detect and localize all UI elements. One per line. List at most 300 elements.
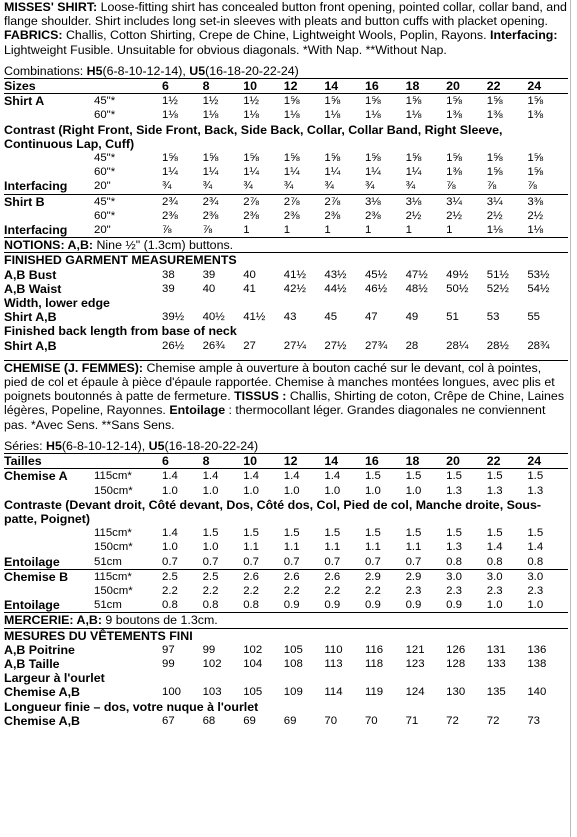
- description-text: : thermocollant léger. Grandes diagonales ne conviennent pas. *Avec Sens. **Sans Sens.: [4, 403, 546, 432]
- table-cell: 1: [243, 224, 250, 237]
- table-cell: ⅞: [446, 180, 456, 193]
- measurements-heading: MESURES DU VÊTEMENTS FINI: [4, 628, 568, 643]
- description-paragraph: [4, 0, 568, 57]
- table-cell: 27½: [324, 339, 347, 352]
- table-row: [4, 540, 568, 554]
- sizes-label: Tailles: [4, 454, 162, 469]
- row-label: [4, 540, 94, 554]
- table-row: [4, 209, 568, 223]
- table-cell: 39: [162, 282, 175, 295]
- table-cell: 1½: [202, 95, 219, 108]
- table-cell: 40: [202, 282, 216, 295]
- section-spacer: [4, 353, 568, 360]
- combination-combo-u5-code: U5: [148, 438, 165, 453]
- combinations-line: [4, 64, 568, 78]
- table-cell: 1⅝: [527, 166, 544, 179]
- description-text: Loose-fitting shirt has concealed button front opening, pointed collar, collar band, and flange shoulder. Shirt includes long set-in sleeves with pleats and button cuffs with placket opening.: [4, 0, 567, 29]
- table-cell: 0.9: [283, 599, 300, 612]
- row-label: A,B Waist: [4, 281, 62, 296]
- table-row: [4, 657, 568, 671]
- table-cell: 1⅝: [364, 152, 381, 165]
- table-cell: ⅞: [202, 224, 213, 237]
- subheading-row: [4, 324, 568, 338]
- table-cell: 1⅝: [446, 152, 462, 165]
- table-cell: 1.1: [283, 541, 300, 554]
- table-cell: 1.0: [202, 484, 219, 497]
- table-cell: 2⅜: [283, 209, 300, 222]
- table-cell: 1.5: [527, 527, 544, 540]
- table-cell: 1.0: [202, 541, 219, 554]
- table-cell: 130: [446, 686, 466, 699]
- table-row: [4, 268, 568, 282]
- table-cell: 126: [446, 643, 466, 656]
- table-cell: 1.5: [446, 527, 462, 540]
- table-cell: 1¼: [162, 166, 178, 179]
- subheading: Contraste (Devant droit, Côté devant, Dos, Côté dos, Col, Pied de col, Manche droite, Sous-patte, Poignet): [4, 497, 541, 526]
- table-cell: 1½: [243, 95, 260, 108]
- combination-combo-u5-range: (16-18-20-22-24): [164, 438, 259, 453]
- table-cell: 41: [243, 282, 256, 295]
- row-label: Chemise B: [4, 569, 94, 584]
- table-cell: 1⅜: [446, 166, 462, 179]
- row-label: Entoilage: [4, 598, 60, 613]
- table-cell: 72: [486, 714, 500, 727]
- table-cell: 52½: [486, 282, 509, 295]
- table-cell: 28¼: [446, 339, 469, 352]
- table-cell: 28½: [486, 339, 509, 352]
- table-cell: 50½: [446, 282, 469, 295]
- row-label: A,B Bust: [4, 267, 57, 282]
- table-cell: 70: [364, 714, 378, 727]
- table-row: [4, 569, 568, 584]
- row-label: Chemise A: [4, 469, 68, 484]
- table-cell: 0.7: [243, 555, 260, 568]
- table-cell: 3.0: [527, 569, 568, 584]
- description-heading: FABRICS:: [4, 28, 63, 43]
- size-header: 24: [527, 454, 568, 469]
- table-row: [4, 714, 568, 728]
- size-header: 14: [324, 454, 365, 469]
- table-cell: 0.8: [527, 555, 544, 568]
- table-cell: 1.4: [324, 470, 341, 483]
- size-header: 8: [203, 454, 244, 469]
- table-row: [4, 310, 568, 324]
- table-cell: 2.6: [243, 569, 284, 584]
- table-row: [4, 108, 568, 122]
- subheading-row: [4, 296, 568, 310]
- row-label: Shirt B: [4, 194, 94, 209]
- table-cell: 140: [527, 686, 547, 699]
- table-cell: 69: [243, 714, 256, 727]
- table-row: [4, 282, 568, 296]
- row-label: Chemise A,B: [4, 685, 80, 700]
- table-row: [4, 194, 568, 209]
- table-cell: 0.8: [446, 555, 462, 568]
- table-cell: 46½: [364, 282, 388, 295]
- size-header: 18: [406, 79, 447, 94]
- table-cell: ¾: [324, 180, 334, 193]
- table-cell: 1.5: [364, 470, 381, 483]
- table-cell: 2½: [486, 209, 503, 222]
- table-cell: 72: [446, 714, 459, 727]
- notions: [4, 613, 568, 628]
- yardage-table: [4, 78, 568, 353]
- combination-combo-u5-code: U5: [189, 63, 206, 78]
- table-cell: 38: [162, 268, 175, 281]
- table-row: [4, 179, 568, 194]
- table-cell: 1⅝: [243, 152, 260, 165]
- table-cell: 123: [405, 657, 425, 670]
- notions-heading: NOTIONS: A,B:: [4, 238, 94, 253]
- table-cell: 1.0: [162, 541, 178, 554]
- table-cell: 105: [243, 686, 263, 699]
- table-cell: 1.0: [324, 484, 341, 497]
- size-header: 12: [284, 454, 325, 469]
- size-header: 16: [365, 79, 406, 94]
- fabric-width: 20": [94, 224, 111, 237]
- table-cell: 2.2: [324, 584, 341, 597]
- subheading: Contrast (Right Front, Side Front, Back, Side Back, Collar, Collar Band, Right Sleeve, Continuous Lap, Cuff): [4, 122, 503, 151]
- table-cell: 1: [446, 224, 453, 237]
- table-cell: 1¼: [405, 166, 422, 179]
- table-cell: 69: [283, 714, 297, 727]
- table-cell: 133: [486, 657, 506, 670]
- table-cell: 0.8: [486, 555, 503, 568]
- table-cell: 1⅛: [364, 109, 381, 122]
- fabric-width: 115cm*: [94, 569, 162, 584]
- yardage-table: [4, 453, 568, 728]
- table-cell: 40½: [202, 311, 225, 324]
- sizes-header-row: [4, 79, 568, 94]
- table-cell: 1.3: [446, 484, 462, 497]
- table-cell: 1¼: [202, 166, 219, 179]
- table-cell: 1.5: [405, 527, 422, 540]
- table-cell: 1.3: [486, 484, 503, 497]
- row-label: Shirt A: [4, 94, 45, 109]
- combination-combo-h5-range: (6-8-10-12-14),: [61, 438, 149, 453]
- table-cell: ⅞: [486, 180, 497, 193]
- table-cell: 2½: [446, 209, 462, 222]
- table-cell: 41½: [243, 311, 266, 324]
- table-cell: 2⅜: [324, 209, 341, 222]
- table-cell: 0.7: [202, 555, 219, 568]
- table-cell: ¾: [202, 180, 213, 193]
- row-label: A,B Taille: [4, 656, 60, 671]
- english-section: [4, 0, 568, 353]
- notions-text: 9 boutons de 1.3cm.: [101, 613, 218, 628]
- table-cell: 1.4: [283, 470, 300, 483]
- table-cell: 54½: [527, 282, 550, 295]
- measurements-heading-row: [4, 253, 568, 268]
- table-cell: 1⅜: [486, 109, 503, 122]
- table-row: [4, 584, 568, 598]
- table-cell: 99: [162, 657, 175, 670]
- table-cell: 70: [324, 714, 338, 727]
- table-cell: 2½: [527, 209, 544, 222]
- table-cell: 109: [283, 686, 303, 699]
- table-cell: 105: [283, 643, 303, 656]
- table-cell: 0.9: [446, 599, 462, 612]
- table-cell: 67: [162, 714, 175, 727]
- table-cell: 1.0: [283, 484, 300, 497]
- table-cell: 97: [162, 643, 175, 656]
- table-cell: 1.5: [405, 470, 422, 483]
- table-cell: 1.5: [527, 470, 544, 483]
- table-cell: 1.5: [446, 470, 462, 483]
- notions-text: Nine ½" (1.3cm) buttons.: [93, 238, 234, 253]
- size-header: 6: [162, 79, 203, 94]
- table-cell: 53½: [527, 268, 550, 281]
- table-cell: 1.0: [162, 484, 178, 497]
- table-row: [4, 339, 568, 353]
- subheading: Largeur à l'ourlet: [4, 671, 105, 686]
- sizes-label: Sizes: [4, 79, 162, 94]
- notions-row: [4, 613, 568, 628]
- fabric-width: 51cm: [94, 555, 122, 568]
- combinations-line: [4, 439, 568, 453]
- table-cell: 2⅜: [364, 209, 381, 222]
- table-cell: 1¼: [243, 166, 260, 179]
- french-section: [4, 360, 568, 728]
- table-cell: 2.5: [162, 569, 203, 584]
- table-cell: 110: [324, 643, 343, 656]
- fabric-width: 115cm*: [94, 470, 132, 483]
- table-cell: 1.1: [324, 541, 341, 554]
- table-cell: 3⅜: [527, 194, 568, 209]
- table-cell: 1: [283, 224, 291, 237]
- table-cell: 2.6: [284, 569, 325, 584]
- table-cell: ¾: [283, 180, 294, 193]
- table-cell: 39: [202, 268, 216, 281]
- table-cell: 1⅛: [486, 224, 503, 237]
- table-row: [4, 598, 568, 613]
- table-cell: 1½: [162, 95, 178, 108]
- subheading-row: [4, 700, 568, 714]
- table-cell: 116: [364, 643, 384, 656]
- table-cell: 73: [527, 714, 541, 727]
- table-cell: 1⅝: [364, 95, 381, 108]
- size-header: 10: [243, 79, 284, 94]
- table-cell: 55: [527, 311, 541, 324]
- table-cell: 2¾: [203, 194, 244, 209]
- description-heading: :: [282, 389, 287, 404]
- row-label: Interfacing: [4, 179, 68, 194]
- table-cell: 1⅜: [527, 109, 544, 122]
- table-cell: 2.3: [486, 584, 503, 597]
- table-cell: 136: [527, 643, 547, 656]
- table-cell: 1⅝: [486, 95, 503, 108]
- row-label: Chemise A,B: [4, 713, 80, 728]
- table-cell: 108: [283, 657, 303, 670]
- table-cell: 138: [527, 657, 547, 670]
- row-label: [4, 484, 94, 498]
- fabric-width: 60"*: [94, 209, 116, 222]
- table-cell: 102: [243, 643, 263, 656]
- table-cell: 0.7: [364, 555, 381, 568]
- table-cell: 0.7: [324, 555, 341, 568]
- table-cell: 1: [405, 224, 412, 237]
- table-cell: 1¼: [324, 166, 341, 179]
- table-cell: 104: [243, 657, 263, 670]
- size-header: 22: [487, 79, 528, 94]
- table-cell: 2⅞: [284, 194, 325, 209]
- table-cell: 68: [202, 714, 216, 727]
- table-cell: 1: [364, 224, 372, 237]
- table-cell: 2.9: [365, 569, 406, 584]
- table-cell: 1.4: [243, 470, 260, 483]
- description-heading: MISSES' SHIRT:: [4, 0, 98, 14]
- table-cell: 3¼: [446, 194, 487, 209]
- size-header: 18: [406, 454, 447, 469]
- table-cell: 2.3: [527, 584, 544, 597]
- table-cell: 3¼: [487, 194, 528, 209]
- table-cell: 1.4: [162, 527, 178, 540]
- combination-combo-label: Combinations:: [4, 63, 87, 78]
- table-row: [4, 685, 568, 699]
- table-cell: 2.2: [364, 584, 381, 597]
- table-cell: 0.8: [162, 599, 178, 612]
- table-cell: 1⅝: [202, 152, 219, 165]
- table-cell: 0.7: [162, 555, 178, 568]
- table-cell: 2½: [405, 209, 422, 222]
- fabric-width: 45"*: [94, 152, 116, 165]
- table-cell: 26½: [162, 339, 185, 352]
- table-cell: 0.9: [364, 599, 381, 612]
- fabric-width: 150cm*: [94, 541, 133, 554]
- table-cell: 3.0: [487, 569, 528, 584]
- spacer: [4, 432, 568, 439]
- table-cell: 1.4: [202, 470, 219, 483]
- table-cell: 2⅞: [243, 194, 284, 209]
- row-label: [4, 165, 94, 179]
- table-cell: 1.0: [405, 484, 422, 497]
- table-row: [4, 555, 568, 570]
- table-row: [4, 484, 568, 498]
- table-cell: 119: [364, 686, 384, 699]
- table-cell: 0.9: [405, 599, 422, 612]
- table-cell: 113: [324, 657, 343, 670]
- row-label: [4, 209, 94, 223]
- combination-combo-u5-range: (16-18-20-22-24): [205, 63, 299, 78]
- table-cell: 2.2: [202, 584, 219, 597]
- table-cell: 3⅛: [406, 194, 447, 209]
- subheading: Width, lower edge: [4, 296, 110, 311]
- table-cell: 1.5: [283, 527, 300, 540]
- table-cell: 1⅛: [324, 109, 341, 122]
- table-cell: 1.5: [364, 527, 381, 540]
- table-cell: 121: [405, 643, 425, 656]
- row-label: Interfacing: [4, 223, 68, 238]
- table-cell: 128: [446, 657, 466, 670]
- description-heading: TISSUS: [234, 389, 279, 404]
- description-text: Challis, Shirting de coton, Crêpe de Chine, Laines légères, Popeline, Rayonnes.: [4, 389, 565, 418]
- subheading-row: [4, 123, 568, 151]
- size-header: 10: [243, 454, 284, 469]
- table-cell: 47½: [405, 268, 428, 281]
- row-label: Entoilage: [4, 554, 60, 569]
- table-cell: 1⅝: [324, 152, 341, 165]
- table-cell: 27: [243, 339, 256, 352]
- fabric-width: 20": [94, 180, 111, 193]
- row-label: Shirt A,B: [4, 310, 57, 325]
- fabric-width: 51cm: [94, 599, 122, 612]
- table-cell: 99: [202, 643, 216, 656]
- table-row: [4, 526, 568, 540]
- table-row: [4, 643, 568, 657]
- table-cell: 27¼: [283, 339, 306, 352]
- table-cell: 2.3: [405, 584, 422, 597]
- table-cell: 2¾: [162, 194, 203, 209]
- table-cell: 118: [364, 657, 384, 670]
- description-heading: Entoilage: [169, 403, 226, 418]
- spacer: [4, 57, 568, 64]
- table-cell: ¾: [243, 180, 253, 193]
- table-cell: 1: [324, 224, 331, 237]
- table-cell: 49½: [446, 268, 469, 281]
- table-cell: 2.5: [203, 569, 244, 584]
- table-cell: 40: [243, 268, 256, 281]
- table-cell: 1.5: [486, 470, 503, 483]
- size-header: 16: [365, 454, 406, 469]
- combination-combo-label: Séries:: [4, 438, 47, 453]
- table-cell: 1.3: [446, 541, 462, 554]
- table-cell: 51: [446, 311, 459, 324]
- description-text: Challis, Cotton Shirting, Crepe de Chine, Lightweight Wools, Poplin, Rayons.: [62, 28, 490, 43]
- table-cell: 47: [364, 311, 378, 324]
- table-cell: 1⅝: [486, 166, 503, 179]
- table-cell: ⅞: [162, 224, 172, 237]
- fabric-width: 60"*: [94, 166, 116, 179]
- table-cell: 1¼: [364, 166, 381, 179]
- table-cell: 135: [486, 686, 506, 699]
- table-cell: 1.4: [486, 541, 503, 554]
- row-label: [4, 584, 94, 598]
- table-cell: ¾: [364, 180, 375, 193]
- table-row: [4, 223, 568, 238]
- notions-heading: MERCERIE: A,B:: [4, 613, 102, 628]
- table-cell: 0.7: [283, 555, 300, 568]
- table-cell: 1.1: [243, 541, 260, 554]
- table-cell: 2⅜: [243, 209, 260, 222]
- fabric-width: 150cm*: [94, 584, 133, 597]
- table-cell: 3.0: [446, 569, 487, 584]
- row-label: [4, 151, 94, 165]
- size-header: 6: [162, 454, 203, 469]
- row-label: A,B Poitrine: [4, 642, 75, 657]
- table-cell: 2.2: [162, 584, 178, 597]
- table-cell: 1⅝: [324, 95, 341, 108]
- table-cell: 1.1: [405, 541, 422, 554]
- size-header: 20: [446, 79, 487, 94]
- table-cell: 124: [405, 686, 425, 699]
- table-cell: 28: [405, 339, 419, 352]
- table-cell: 1.5: [243, 527, 260, 540]
- table-cell: 45: [324, 311, 338, 324]
- table-cell: 3⅛: [365, 194, 406, 209]
- table-cell: 1⅝: [283, 95, 300, 108]
- table-cell: 1.0: [243, 484, 260, 497]
- subheading-row: [4, 498, 568, 526]
- size-header: 12: [284, 79, 325, 94]
- table-cell: 1⅛: [283, 109, 300, 122]
- size-header: 22: [487, 454, 528, 469]
- table-cell: 27¾: [364, 339, 388, 352]
- description-heading: Interfacing:: [490, 28, 558, 43]
- table-cell: 1.0: [527, 599, 544, 612]
- table-cell: 1⅝: [405, 95, 422, 108]
- table-cell: 1⅜: [446, 109, 462, 122]
- table-cell: 103: [202, 686, 222, 699]
